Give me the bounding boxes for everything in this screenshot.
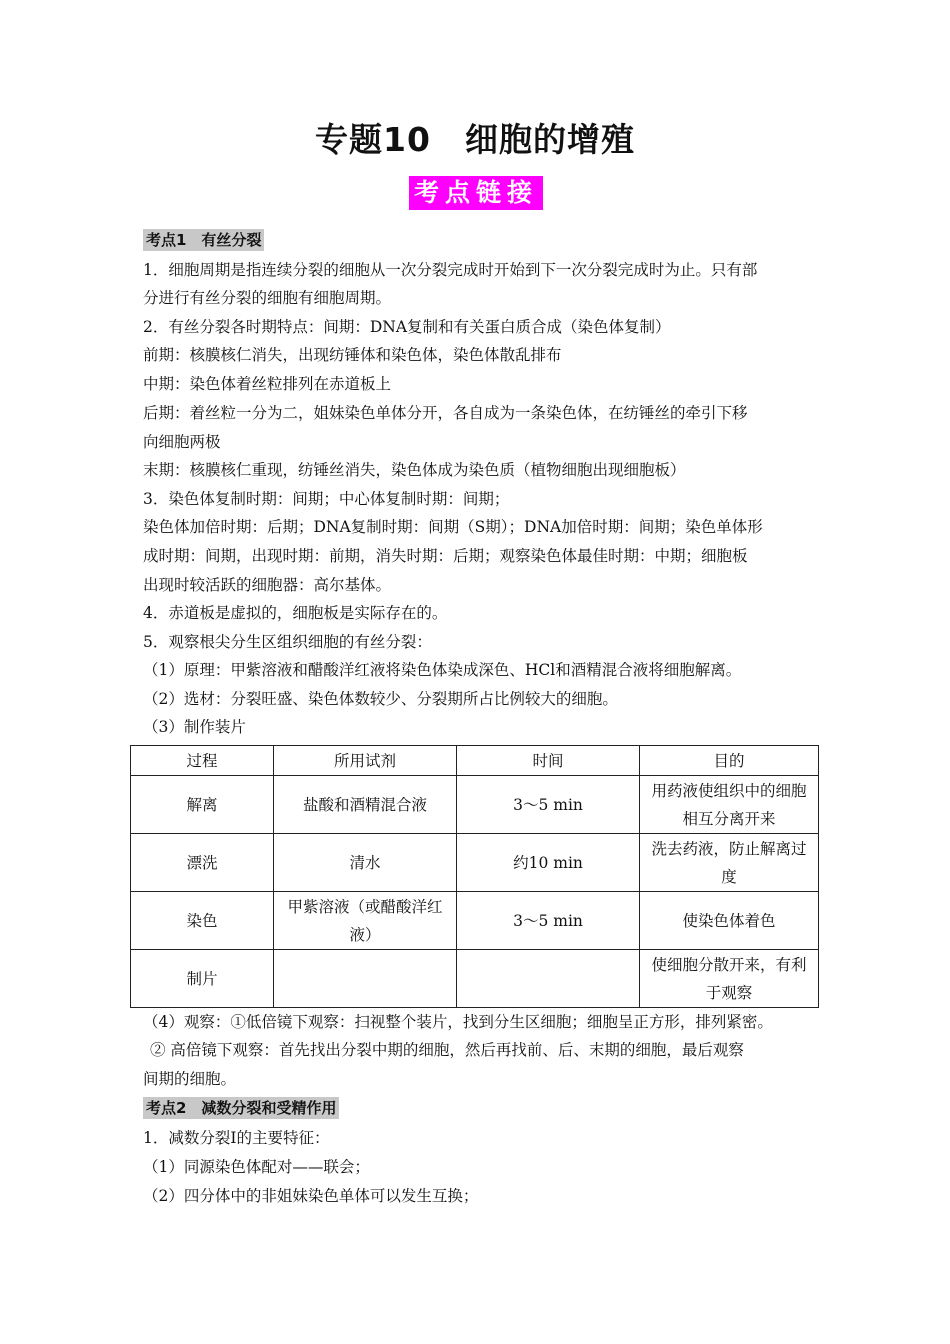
table-header: 时间 <box>457 746 640 776</box>
text-line: （2）四分体中的非姐妹染色单体可以发生互换； <box>143 1187 479 1205</box>
text-line: 3．染色体复制时期：间期；中心体复制时期：间期； <box>143 490 510 508</box>
table-cell: 使细胞分散开来，有利于观察 <box>640 950 819 1008</box>
table-header: 过程 <box>131 746 274 776</box>
table-header: 所用试剂 <box>274 746 457 776</box>
table-cell: 使染色体着色 <box>640 892 819 950</box>
table-row <box>131 776 819 834</box>
text-line: （4）观察：①低倍镜下观察：扫视整个装片，找到分生区细胞；细胞呈正方形，排列紧密。 <box>143 1013 773 1031</box>
text-line: 末期：核膜核仁重现，纺锤丝消失，染色体成为染色质（植物细胞出现细胞板） <box>143 461 686 479</box>
table-cell <box>274 950 457 1008</box>
text-line: 2．有丝分裂各时期特点：间期：DNA复制和有关蛋白质合成（染色体复制） <box>143 318 671 336</box>
table-cell: 甲紫溶液（或醋酸洋红液） <box>274 892 457 950</box>
text-line: 4．赤道板是虚拟的，细胞板是实际存在的。 <box>143 604 448 622</box>
text-line: ② 高倍镜下观察：首先找出分裂中期的细胞，然后再找前、后、末期的细胞，最后观察 <box>150 1041 744 1059</box>
text-line: 成时期：间期，出现时期：前期，消失时期：后期；观察染色体最佳时期：中期；细胞板 <box>143 547 748 565</box>
text-line: （1）同源染色体配对——联会； <box>143 1158 370 1176</box>
text-line: 出现时较活跃的细胞器：高尔基体。 <box>143 576 392 594</box>
text-line: 向细胞两极 <box>143 433 221 451</box>
table-cell: 用药液使组织中的细胞相互分离开来 <box>640 776 819 834</box>
section-heading-2: 考点2 减数分裂和受精作用 <box>143 1097 339 1119</box>
text-line: 前期：核膜核仁消失，出现纺锤体和染色体，染色体散乱排布 <box>143 346 562 364</box>
table-cell: 染色 <box>131 892 274 950</box>
table-cell: 制片 <box>131 950 274 1008</box>
table-row <box>131 834 819 892</box>
text-line: 间期的细胞。 <box>143 1070 237 1088</box>
procedure-table <box>130 745 819 1008</box>
text-line: 中期：染色体着丝粒排列在赤道板上 <box>143 375 392 393</box>
page-title: 专题10 细胞的增殖 <box>315 120 635 159</box>
table-row <box>131 892 819 950</box>
table-header: 目的 <box>640 746 819 776</box>
table-cell: 清水 <box>274 834 457 892</box>
text-line: 分进行有丝分裂的细胞有细胞周期。 <box>143 289 392 307</box>
table-cell: 3～5 min <box>457 892 640 950</box>
text-line: 1．减数分裂Ⅰ的主要特征： <box>143 1129 330 1147</box>
text-line: 染色体加倍时期：后期；DNA复制时期：间期（S期）；DNA加倍时期：间期；染色单体形 <box>143 518 763 536</box>
text-line: 1．细胞周期是指连续分裂的细胞从一次分裂完成时开始到下一次分裂完成时为止。只有部 <box>143 261 758 279</box>
table-cell: 盐酸和酒精混合液 <box>274 776 457 834</box>
text-line: 后期：着丝粒一分为二，姐妹染色单体分开，各自成为一条染色体，在纺锤丝的牵引下移 <box>143 404 748 422</box>
table-cell: 洗去药液，防止解离过度 <box>640 834 819 892</box>
table-cell: 约10 min <box>457 834 640 892</box>
table-cell <box>457 950 640 1008</box>
table-row <box>131 950 819 1008</box>
text-line: （2）选材：分裂旺盛、染色体数较少、分裂期所占比例较大的细胞。 <box>143 690 618 708</box>
section-badge: 考点链接 <box>409 176 543 210</box>
text-line: 5．观察根尖分生区组织细胞的有丝分裂： <box>143 633 432 651</box>
table-cell: 3～5 min <box>457 776 640 834</box>
table-header-row <box>131 746 819 776</box>
section-heading-1: 考点1 有丝分裂 <box>143 229 264 251</box>
text-line: （3）制作装片 <box>143 718 246 736</box>
table-cell: 漂洗 <box>131 834 274 892</box>
table-cell: 解离 <box>131 776 274 834</box>
text-line: （1）原理：甲紫溶液和醋酸洋红液将染色体染成深色、HCl和酒精混合液将细胞解离。 <box>143 661 742 679</box>
